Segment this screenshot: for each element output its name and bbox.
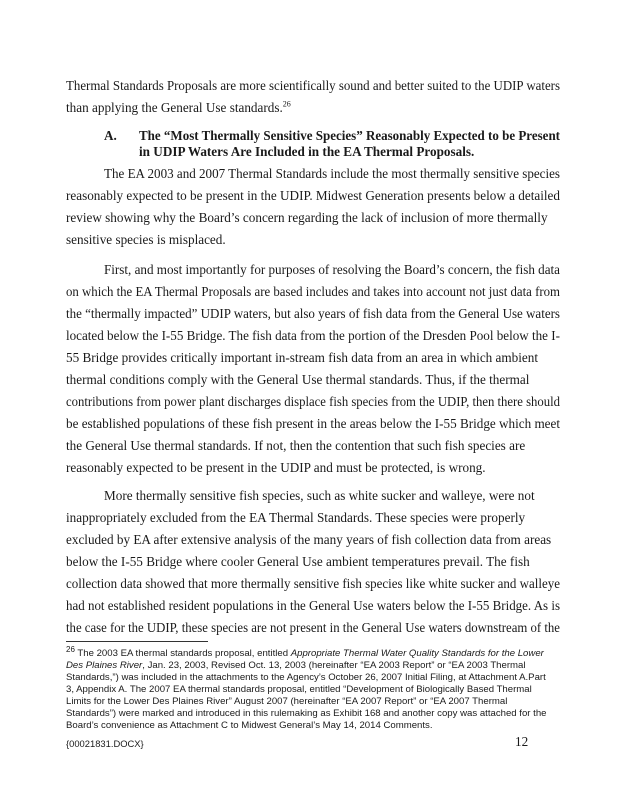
intro-line-2 [66, 100, 291, 116]
page-number: 12 [515, 734, 529, 749]
footnote-number: 26 [66, 644, 75, 654]
footnote-line-6: Standards”) were marked and introduced in this rulemaking as Exhibit 168 and another copy was attached for the [66, 708, 547, 719]
paragraph-1-line: reasonably expected to be present in the UDIP. Midwest Generation presents below a detailed [66, 188, 560, 203]
paragraph-3-line: collection data showed that more thermally sensitive fish species like white sucker and walleye [66, 576, 560, 591]
footnote-text: The 2003 EA thermal standards proposal, entitled [74, 648, 291, 659]
paragraph-2-line: reasonably expected to be present in the UDIP and must be protected, is wrong. [66, 460, 486, 475]
document-id: {00021831.DOCX} [66, 738, 144, 749]
paragraph-3-line: had not established resident populations in the General Use waters below the I-55 Bridge. As is [66, 598, 560, 613]
footnote-line-5: Limits for the Lower Des Plaines River” August 2007 (hereinafter “EA 2007 Report” or “EA 2007 Thermal [66, 696, 508, 707]
section-title-line-2: in UDIP Waters Are Included in the EA Thermal Proposals. [139, 144, 475, 159]
paragraph-1-line: The EA 2003 and 2007 Thermal Standards include the most thermally sensitive species [104, 166, 560, 181]
paragraph-2-line: the “thermally impacted” UDIP waters, but also years of fish data from the General Use waters [66, 306, 560, 321]
paragraph-1-line: review showing why the Board’s concern regarding the lack of inclusion of more thermally [66, 210, 548, 225]
footnote-line-4: 3, Appendix A. The 2007 EA thermal standards proposal, entitled “Development of Biologically Based Thermal [66, 684, 532, 695]
paragraph-2-line: 55 Bridge provides critically important in-stream fish data from an area in which ambient [66, 350, 539, 365]
footnote-text: , Jan. 23, 2003, Revised Oct. 13, 2003 (hereinafter “EA 2003 Report” or “EA 2003 Thermal [142, 660, 526, 671]
paragraph-3-line: excluded by EA after extensive analysis of the many years of fish collection data from areas [66, 532, 552, 547]
paragraph-3-line: More thermally sensitive fish species, such as white sucker and walleye, were not [104, 488, 535, 503]
section-letter: A. [104, 128, 117, 143]
paragraph-2-line: be established populations of these fish present in the areas below the I-55 Bridge which meet [66, 416, 561, 431]
footnote-reference: 26 [282, 99, 291, 109]
footnote-line-1 [66, 644, 544, 660]
footnote-line-3: Standards,”) was included in the attachments to the Agency’s October 26, 2007 Initial Filing, at Attachment A.Part [66, 672, 546, 683]
intro-line-2-text: than applying the General Use standards. [66, 100, 283, 115]
section-title-line-1: The “Most Thermally Sensitive Species” Reasonably Expected to be Present [139, 128, 561, 143]
paragraph-3-line: the case for the UDIP, these species are not present in the General Use waters downstream of the [66, 620, 560, 635]
paragraph-2-line: First, and most importantly for purposes of resolving the Board’s concern, the fish data [104, 262, 560, 277]
footnote-line-2 [66, 660, 526, 672]
paragraph-2-line: contributions from power plant discharges displace fish species from the UDIP, then there should [66, 394, 560, 409]
footnote-line-7: Board’s convenience as Attachment C to Midwest General’s May 14, 2014 Comments. [66, 720, 433, 731]
paragraph-3-line: inappropriately excluded from the EA Thermal Standards. These species were properly [66, 510, 526, 525]
footnote-separator [66, 641, 208, 642]
footnote-title: Appropriate Thermal Water Quality Standards for the Lower [290, 648, 544, 659]
intro-line-1: Thermal Standards Proposals are more scientifically sound and better suited to the UDIP waters [66, 78, 560, 93]
paragraph-2-line: thermal conditions comply with the General Use thermal standards. Thus, if the thermal [66, 372, 530, 387]
paragraph-3-line: below the I-55 Bridge where cooler General Use ambient temperatures prevail. The fish [66, 554, 530, 569]
footnote-title: Des Plaines River [66, 660, 143, 671]
paragraph-1-line: sensitive species is misplaced. [66, 232, 226, 247]
paragraph-2-line: on which the EA Thermal Proposals are based includes and takes into account not just data from [66, 284, 561, 299]
paragraph-2-line: the General Use thermal standards. If not, then the contention that such fish species are [66, 438, 526, 453]
paragraph-2-line: located below the I-55 Bridge. The fish data from the portion of the Dresden Pool below the I- [66, 328, 560, 343]
